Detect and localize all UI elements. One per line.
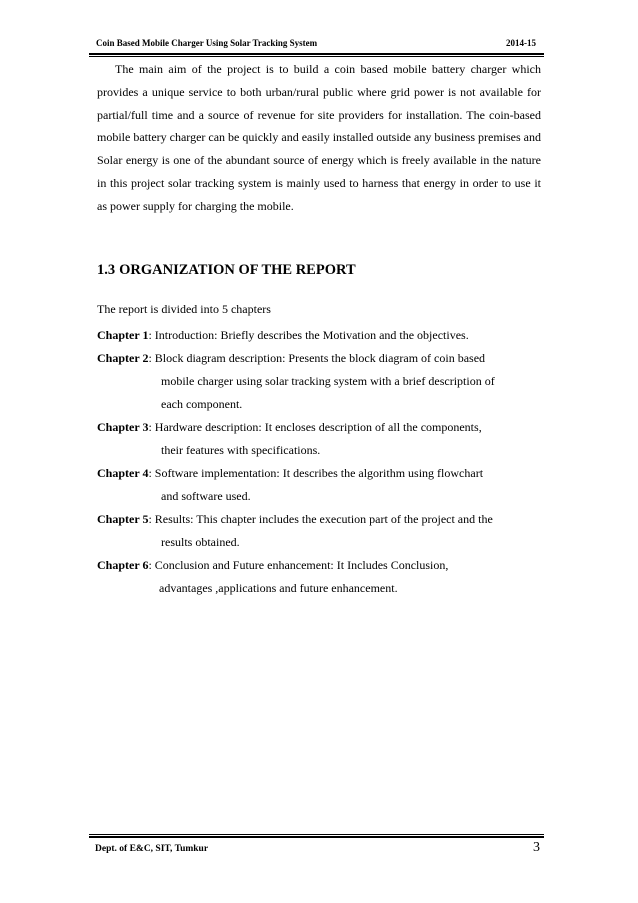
chapter-description-continued: advantages ,applications and future enhancement.: [159, 581, 398, 595]
section-heading: [97, 262, 356, 279]
chapter-item: [97, 462, 547, 485]
chapter-item: [97, 347, 547, 370]
chapter-description: : Conclusion and Future enhancement: It Includes Conclusion,: [148, 558, 449, 572]
chapter-label: Chapter 6: [97, 558, 149, 572]
page-number: 3: [533, 840, 540, 855]
section-number: 1.3: [97, 262, 116, 278]
chapter-item: [97, 508, 547, 531]
chapter-description: : Results: This chapter includes the execution part of the project and the: [148, 512, 493, 526]
chapter-item: [97, 416, 547, 439]
header-rule-thin: [89, 56, 544, 57]
chapter-description-continued: their features with specifications.: [161, 443, 321, 457]
chapter-description-continued: results obtained.: [161, 535, 240, 549]
chapter-label: Chapter 4: [97, 466, 149, 480]
chapter-description: : Software implementation: It describes the algorithm using flowchart: [148, 466, 484, 480]
chapter-description-continued: each component.: [161, 397, 243, 411]
chapter-label: Chapter 5: [97, 512, 149, 526]
chapter-list: [97, 324, 547, 600]
chapter-description: : Block diagram description: Presents the block diagram of coin based: [148, 351, 486, 365]
chapter-item: [97, 324, 547, 347]
chapter-label: Chapter 3: [97, 420, 149, 434]
chapter-label: Chapter 1: [97, 328, 149, 342]
chapter-label: Chapter 2: [97, 351, 149, 365]
chapters-intro: The report is divided into 5 chapters: [97, 302, 271, 316]
header-rule: [89, 53, 544, 55]
chapter-description: : Hardware description: It encloses description of all the components,: [148, 420, 482, 434]
chapter-description: : Introduction: Briefly describes the Motivation and the objectives.: [148, 328, 469, 342]
chapter-item: [97, 554, 547, 577]
chapter-description-continued: and software used.: [161, 489, 251, 503]
header-title: Coin Based Mobile Charger Using Solar Tracking System: [96, 38, 318, 48]
footer-department: Dept. of E&C, SIT, Tumkur: [95, 844, 209, 854]
body-paragraph: The main aim of the project is to build a coin based mobile battery charger which provides a unique service to both urban/rural public where grid power is not available for partial/full time and a source of revenue for site providers for installation. The coin-based mobile battery charger can be quickly and easily installed outside any business premises and Solar energy is one of the abundant source of energy which is freely available in the nature in this project solar tracking system is mainly used to harness that energy in order to use it as power supply for charging the mobile.: [97, 62, 541, 213]
header-year: 2014-15: [506, 38, 536, 48]
chapter-description-continued: mobile charger using solar tracking system with a brief description of: [161, 374, 495, 388]
section-title: ORGANIZATION OF THE REPORT: [119, 262, 356, 278]
page-header: [89, 38, 544, 52]
footer-rule: [89, 836, 544, 838]
footer-rule-thin: [89, 834, 544, 835]
